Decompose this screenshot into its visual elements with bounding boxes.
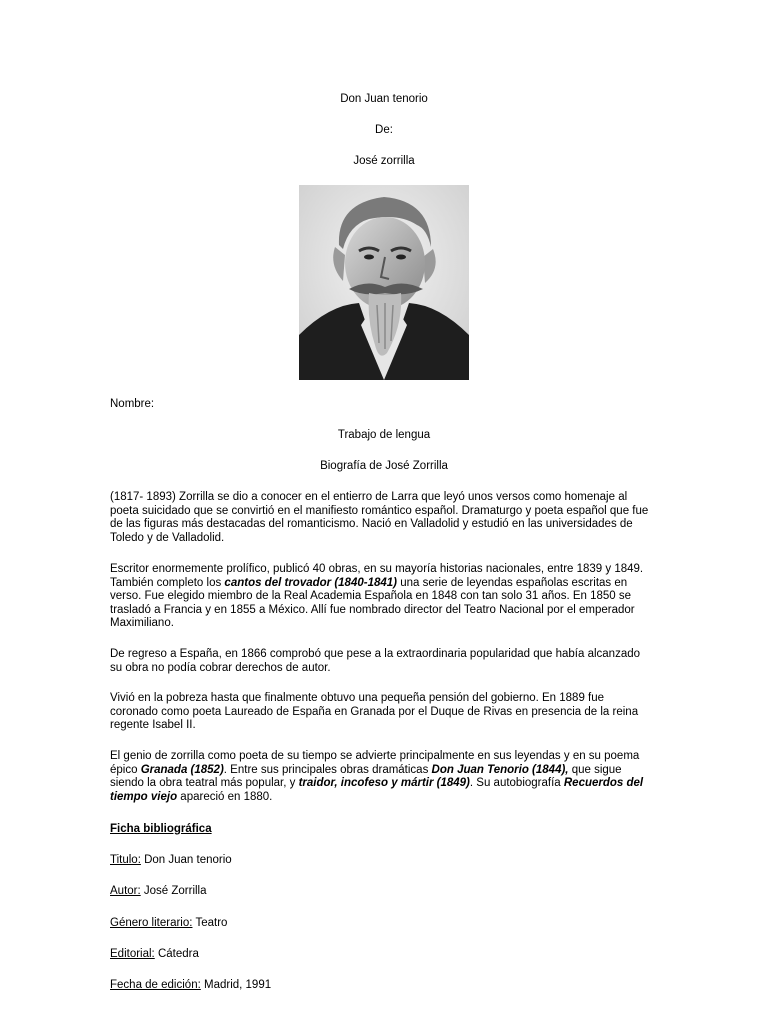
paragraph-line: Maximiliano. bbox=[110, 617, 174, 629]
author-name: José zorrilla bbox=[353, 155, 415, 167]
text-run: siendo la obra teatral más popular, y bbox=[110, 777, 299, 789]
paragraph-line: trasladó a Francia y en 1855 a México. Allí fue nombrado director del Teatro Nacional por el emperador bbox=[110, 603, 635, 616]
paragraph-4 bbox=[110, 692, 658, 733]
paragraph-line bbox=[110, 764, 658, 778]
ficha-fecha bbox=[110, 979, 658, 993]
paragraph-line: verso. Fue elegido miembro de la Real Academia Española en 1848 con tan solo 31 años. En 1850 se bbox=[110, 590, 632, 602]
work-title-recuerdos-cont: tiempo viejo bbox=[110, 790, 178, 803]
ficha-titulo bbox=[110, 854, 658, 868]
text-run: una serie de leyendas españolas escritas en bbox=[397, 576, 628, 589]
paragraph-line: El genio de zorrilla como poeta de su tiempo se advierte principalmente en sus leyendas y en su poema bbox=[110, 750, 640, 762]
paragraph-line bbox=[110, 791, 658, 805]
work-title-don-juan: Don Juan Tenorio (1844), bbox=[431, 763, 569, 776]
ficha-value: Madrid, 1991 bbox=[200, 979, 272, 991]
paragraph-line: su obra no podía cobrar derechos de autor. bbox=[110, 661, 331, 674]
ficha-heading: Ficha bibliográfica bbox=[110, 823, 212, 835]
paragraph-line: coronado como poeta Laureado de España en Granada por el Duque de Rivas en presencia de la reina bbox=[110, 705, 639, 718]
text-run: apareció en 1880. bbox=[177, 790, 273, 803]
paragraph-line: regente Isabel II. bbox=[110, 719, 196, 731]
ficha-value: Teatro bbox=[192, 917, 228, 929]
ficha-label: Editorial: bbox=[110, 948, 155, 960]
paragraph-1 bbox=[110, 491, 658, 545]
paragraph-line: De regreso a España, en 1866 comprobó que pese a la extraordinaria popularidad que había alcanzado bbox=[110, 648, 641, 660]
work-title-recuerdos: Recuerdos del bbox=[563, 777, 644, 789]
paragraph-line: (1817- 1893) Zorrilla se dio a conocer en el entierro de Larra que leyó unos versos como homenaje al bbox=[110, 491, 628, 503]
ficha-value: Don Juan tenorio bbox=[140, 854, 232, 866]
paragraph-line bbox=[110, 777, 658, 791]
paragraph-3 bbox=[110, 648, 658, 675]
paragraph-line bbox=[110, 577, 658, 591]
subtitle-biografia: Biografía de José Zorrilla bbox=[320, 460, 448, 472]
portrait-photo bbox=[299, 185, 469, 380]
paragraph-line: Escritor enormemente prolífico, publicó 40 obras, en su mayoría historias nacionales, entre 1839 y 1849. bbox=[110, 563, 644, 575]
ficha-label: Género literario: bbox=[110, 917, 193, 929]
ficha-genero bbox=[110, 917, 658, 931]
paragraph-line: poeta suicidado que se convirtió en el manifiesto romántico español. Dramaturgo y poeta español que fue bbox=[110, 504, 649, 517]
ficha-value: Cátedra bbox=[154, 948, 199, 960]
paragraph-line: Vivió en la pobreza hasta que finalmente obtuvo una pequeña pensión del gobierno. En 1889 fue bbox=[110, 692, 605, 704]
work-title-granada: Granada (1852) bbox=[140, 763, 224, 776]
paragraph-2 bbox=[110, 563, 658, 631]
work-title-traidor: traidor, incofeso y mártir (1849) bbox=[298, 777, 470, 789]
nombre-label: Nombre: bbox=[110, 398, 155, 410]
text-run: . Su autobiografía bbox=[469, 777, 564, 789]
ficha-label: Titulo: bbox=[110, 854, 141, 866]
de-label: De: bbox=[375, 124, 393, 136]
ficha-label: Fecha de edición: bbox=[110, 979, 201, 991]
ficha-value: José Zorrilla bbox=[140, 885, 207, 897]
text-run: épico bbox=[110, 763, 141, 776]
ficha-label: Autor: bbox=[110, 885, 141, 897]
text-run: . Entre sus principales obras dramáticas bbox=[223, 763, 432, 776]
document-title: Don Juan tenorio bbox=[340, 93, 428, 105]
paragraph-line: Toledo y de Valladolid. bbox=[110, 531, 225, 544]
text-run: que sigue bbox=[568, 763, 622, 776]
ficha-autor bbox=[110, 885, 658, 899]
text-run: También completo los bbox=[110, 576, 225, 589]
work-title-cantos: cantos del trovador (1840-1841) bbox=[224, 576, 397, 589]
subtitle-trabajo: Trabajo de lengua bbox=[337, 429, 431, 441]
paragraph-line: de las figuras más destacadas del romanticismo. Nació en Valladolid y estudió en las universidades de bbox=[110, 518, 633, 530]
paragraph-5 bbox=[110, 750, 658, 804]
ficha-editorial bbox=[110, 948, 658, 962]
